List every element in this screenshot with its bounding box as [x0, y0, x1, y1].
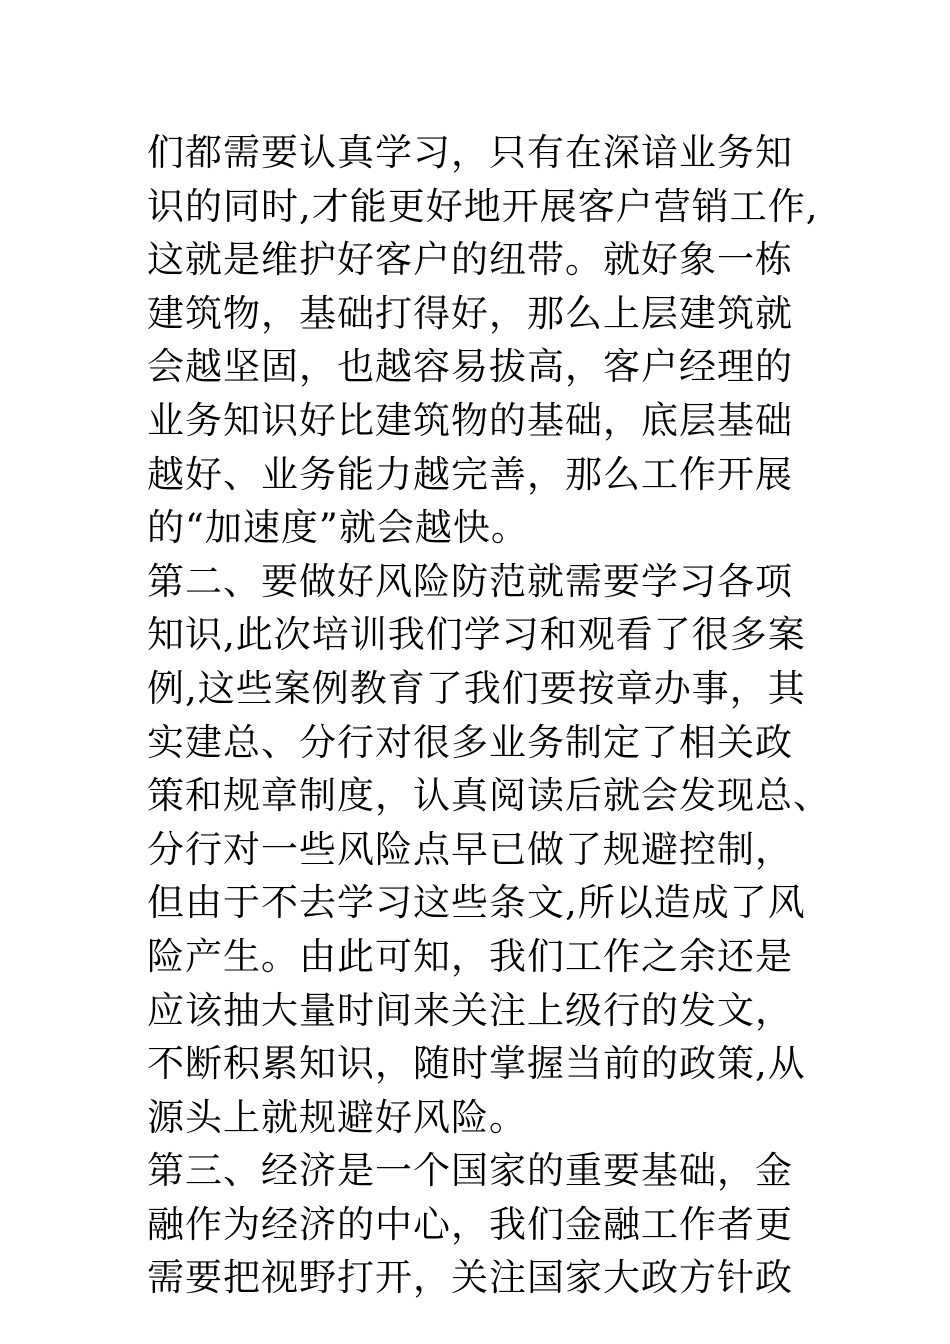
text-line: 应该抽大量时间来关注上级行的发文，: [147, 988, 793, 1032]
text-line: 第三、经济是一个国家的重要基础，金: [147, 1149, 793, 1193]
text-line: 但由于不去学习这些条文,所以造成了风: [147, 881, 806, 925]
text-line: 分行对一些风险点早已做了规避控制，: [147, 827, 793, 871]
text-line: 建筑物，基础打得好，那么上层建筑就: [147, 291, 793, 335]
body-text: [147, 126, 847, 1305]
text-line: 实建总、分行对很多业务制定了相关政: [147, 720, 793, 764]
text-line: 融作为经济的中心，我们金融工作者更: [147, 1202, 793, 1246]
text-line: 的“加速度”就会越快。: [147, 506, 529, 550]
text-line: 险产生。由此可知，我们工作之余还是: [147, 934, 793, 978]
text-line: 这就是维护好客户的纽带。就好象一栋: [147, 238, 793, 282]
text-line: 越好、业务能力越完善，那么工作开展: [147, 452, 793, 496]
text-line: 不断积累知识，随时掌握当前的政策,从: [147, 1042, 806, 1086]
text-line: 需要把视野打开，关注国家大政方针政: [147, 1256, 793, 1300]
text-line: 识的同时,才能更好地开展客户营销工作,: [147, 184, 819, 228]
text-line: 业务知识好比建筑物的基础，底层基础: [147, 398, 793, 442]
text-line: 源头上就规避好风险。: [147, 1095, 527, 1139]
text-line: 知识,此次培训我们学习和观看了很多案: [147, 613, 806, 657]
text-line: 第二、要做好风险防范就需要学习各项: [147, 559, 793, 603]
text-line: 策和规章制度，认真阅读后就会发现总、: [147, 774, 831, 818]
text-line: 例,这些案例教育了我们要按章办事，其: [147, 666, 806, 710]
text-line: 会越坚固，也越容易拔高，客户经理的: [147, 345, 793, 389]
text-line: 们都需要认真学习，只有在深谙业务知: [147, 131, 793, 174]
